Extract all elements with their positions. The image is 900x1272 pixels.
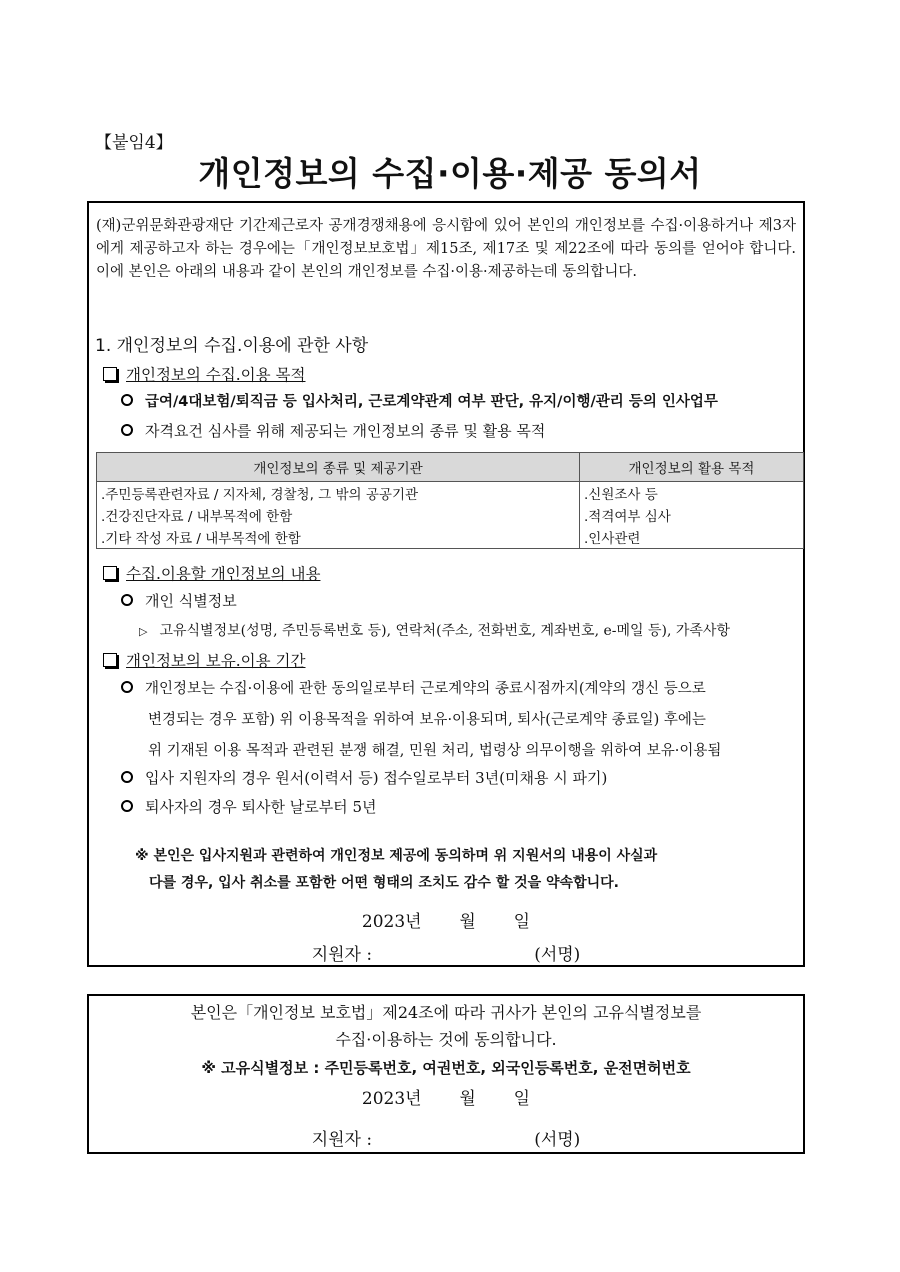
page-title: 개인정보의 수집·이용·제공 동의서 [198,154,702,193]
purpose-subheading: 개인정보의 수집.이용 목적 [103,363,306,385]
circle-bullet-icon [121,394,133,406]
table-header: 개인정보의 활용 목적 [580,453,804,482]
consent-line2: 수집·이용하는 것에 동의합니다. [335,1030,557,1049]
intro-paragraph: (재)군위문화관광재단 기간제근로자 공개경쟁채용에 응시함에 있어 본인의 개인정보를 수집·이용하거나 제3자에게 제공하고자 하는 경우에는「개인정보보호법」제15조, 제17조 및 제22조에 따라 동의를 얻어야 합니다. 이에 본인은 아래의 내용과 같이 본인의 개인정보를 수집·이용·제공하는데 동의합니다. [96,218,796,280]
retention-bullet-2: 입사 지원자의 경우 원서(이력서 등) 접수일로부터 3년(미채용 시 파기) [121,767,607,788]
content-bullet-1: 개인 식별정보 [121,590,237,611]
table-row [97,504,804,526]
info-table [96,452,804,549]
content-detail: ▷ 고유식별정보(성명, 주민등록번호 등), 연락처(주소, 전화번호, 계좌번호, e-메일 등), 가족사항 [139,623,730,639]
circle-bullet-icon [121,424,133,436]
consent-form-box [87,201,805,967]
retention-bullet-1-line2: 변경되는 경우 포함) 위 이용목적을 위하여 보유·이용되며, 퇴사(근로계약 종료일) 후에는 [148,712,706,728]
table-header-row [97,453,804,482]
retention-bullet-3: 퇴사자의 경우 퇴사한 날로부터 5년 [121,796,376,817]
retention-bullet-1-line3: 위 기재된 이용 목적과 관련된 분쟁 해결, 민원 처리, 법령상 의무이행을 위하여 보유·이용됨 [148,743,722,759]
table-header: 개인정보의 종류 및 제공기관 [97,453,580,482]
circle-bullet-icon [121,681,133,693]
circle-bullet-icon [121,771,133,783]
unique-id-note: ※ 고유식별정보 : 주민등록번호, 여권번호, 외국인등록번호, 운전면허번호 [201,1059,691,1077]
box2-date: 2023년 월 일 [361,1089,531,1109]
box2-applicant-signature: 지원자 : (서명) [311,1130,581,1150]
checkbox-square-icon [103,367,117,381]
content-subheading: 수집.이용할 개인정보의 내용 [103,562,320,584]
table-cell: .주민등록관련자료 / 지자체, 경찰청, 그 밖의 공공기관 [97,482,580,505]
triangle-bullet-icon: ▷ [139,625,148,638]
section1-heading: 1. 개인정보의 수집.이용에 관한 사항 [95,336,369,356]
table-cell: .적격여부 심사 [580,504,804,526]
table-cell: .기타 작성 자료 / 내부목적에 한함 [97,526,580,549]
checkbox-square-icon [103,566,117,580]
table-row [97,482,804,505]
pledge-note-line2: 다를 경우, 입사 취소를 포함한 어떤 형태의 조치도 감수 할 것을 약속합니다. [149,875,619,891]
retention-subheading: 개인정보의 보유.이용 기간 [103,649,306,671]
pledge-note-line1: ※ 본인은 입사지원과 관련하여 개인정보 제공에 동의하며 위 지원서의 내용이 사실과 [135,848,658,864]
retention-bullet-1: 개인정보는 수집·이용에 관한 동의일로부터 근로계약의 종료시점까지(계약의 갱신 등으로 [121,677,706,698]
applicant-signature: 지원자 : (서명) [311,945,581,965]
table-cell: .건강진단자료 / 내부목적에 한함 [97,504,580,526]
circle-bullet-icon [121,800,133,812]
table-cell: .인사관련 [580,526,804,549]
table-row [97,526,804,549]
purpose-bullet-1: 급여/4대보험/퇴직금 등 입사처리, 근로계약관계 여부 판단, 유지/이행/관리 등의 인사업무 [121,390,718,411]
attachment-label: 【붙임4】 [95,133,173,153]
signature-date: 2023년 월 일 [361,912,531,932]
purpose-bullet-2: 자격요건 심사를 위해 제공되는 개인정보의 종류 및 활용 목적 [121,420,545,441]
unique-id-consent-box [87,994,805,1154]
table-cell: .신원조사 등 [580,482,804,505]
checkbox-square-icon [103,653,117,667]
circle-bullet-icon [121,594,133,606]
consent-line1: 본인은「개인정보 보호법」제24조에 따라 귀사가 본인의 고유식별정보를 [190,1003,702,1022]
